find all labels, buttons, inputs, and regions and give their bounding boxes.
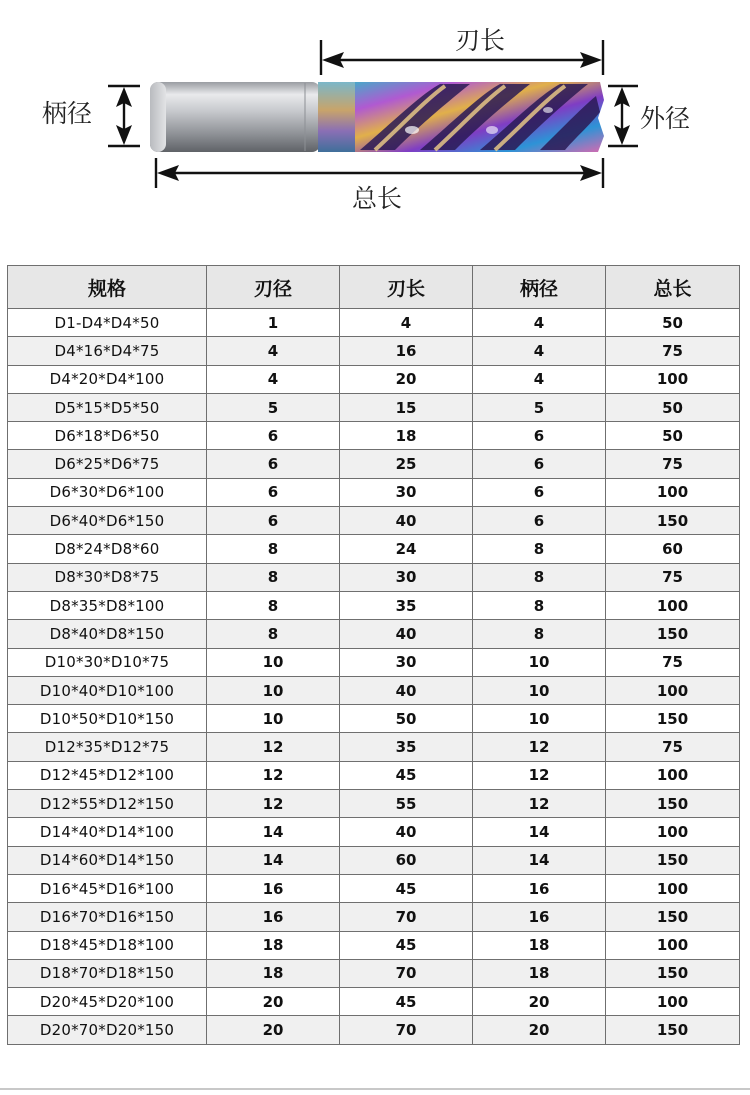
table-row [8, 959, 740, 987]
cell-spec: D20*70*D20*150 [8, 1016, 207, 1044]
cell-spec: D4*16*D4*75 [8, 337, 207, 365]
cell-blade-diameter: 6 [207, 450, 340, 478]
table-row [8, 988, 740, 1016]
fluted-cutting-section [355, 82, 604, 152]
cell-spec: D6*30*D6*100 [8, 478, 207, 506]
cell-shank-diameter: 8 [473, 535, 606, 563]
cell-total-length: 150 [606, 790, 740, 818]
table-row [8, 620, 740, 648]
cell-shank-diameter: 8 [473, 563, 606, 591]
cell-total-length: 50 [606, 393, 740, 421]
cell-total-length: 75 [606, 648, 740, 676]
cell-total-length: 150 [606, 959, 740, 987]
cell-blade-length: 45 [340, 988, 473, 1016]
table-row [8, 648, 740, 676]
cell-blade-length: 55 [340, 790, 473, 818]
cell-blade-diameter: 10 [207, 676, 340, 704]
cell-spec: D18*70*D18*150 [8, 959, 207, 987]
cell-shank-diameter: 8 [473, 591, 606, 619]
table-row [8, 1016, 740, 1044]
cell-blade-length: 45 [340, 874, 473, 902]
table-row [8, 846, 740, 874]
bottom-divider [0, 1088, 750, 1090]
cell-blade-length: 15 [340, 393, 473, 421]
cell-blade-diameter: 20 [207, 1016, 340, 1044]
cell-shank-diameter: 4 [473, 365, 606, 393]
cell-shank-diameter: 20 [473, 988, 606, 1016]
cell-shank-diameter: 6 [473, 478, 606, 506]
shank [150, 82, 320, 152]
cell-total-length: 100 [606, 478, 740, 506]
header-blade-length: 刃长 [340, 266, 473, 309]
cell-shank-diameter: 12 [473, 790, 606, 818]
cell-spec: D6*18*D6*50 [8, 422, 207, 450]
cell-blade-diameter: 14 [207, 818, 340, 846]
cell-blade-diameter: 12 [207, 733, 340, 761]
cell-blade-length: 45 [340, 931, 473, 959]
cell-blade-diameter: 14 [207, 846, 340, 874]
cell-blade-diameter: 6 [207, 478, 340, 506]
table-row [8, 591, 740, 619]
cell-blade-length: 35 [340, 591, 473, 619]
cell-blade-diameter: 8 [207, 563, 340, 591]
cell-shank-diameter: 5 [473, 393, 606, 421]
table-row [8, 818, 740, 846]
cell-blade-length: 4 [340, 309, 473, 337]
table-row [8, 761, 740, 789]
cell-total-length: 60 [606, 535, 740, 563]
cell-shank-diameter: 20 [473, 1016, 606, 1044]
cell-spec: D4*20*D4*100 [8, 365, 207, 393]
table-row [8, 790, 740, 818]
cell-shank-diameter: 6 [473, 450, 606, 478]
cell-total-length: 100 [606, 818, 740, 846]
cell-blade-diameter: 10 [207, 648, 340, 676]
cell-spec: D10*50*D10*150 [8, 705, 207, 733]
cell-blade-diameter: 12 [207, 761, 340, 789]
cell-blade-diameter: 8 [207, 535, 340, 563]
cell-blade-diameter: 18 [207, 959, 340, 987]
table-row [8, 478, 740, 506]
cell-blade-length: 40 [340, 676, 473, 704]
table-row [8, 365, 740, 393]
cell-blade-diameter: 1 [207, 309, 340, 337]
cell-total-length: 50 [606, 422, 740, 450]
cell-total-length: 75 [606, 733, 740, 761]
cell-blade-length: 18 [340, 422, 473, 450]
cell-blade-length: 35 [340, 733, 473, 761]
cell-blade-diameter: 16 [207, 903, 340, 931]
cell-blade-diameter: 6 [207, 422, 340, 450]
cell-spec: D5*15*D5*50 [8, 393, 207, 421]
cell-spec: D20*45*D20*100 [8, 988, 207, 1016]
cell-shank-diameter: 16 [473, 874, 606, 902]
cell-spec: D16*45*D16*100 [8, 874, 207, 902]
cell-total-length: 75 [606, 337, 740, 365]
cell-blade-diameter: 4 [207, 337, 340, 365]
cell-spec: D16*70*D16*150 [8, 903, 207, 931]
header-total-length: 总长 [606, 266, 740, 309]
neck-coating [318, 82, 358, 152]
cell-blade-length: 30 [340, 648, 473, 676]
cell-blade-length: 45 [340, 761, 473, 789]
cell-total-length: 50 [606, 309, 740, 337]
cell-blade-diameter: 5 [207, 393, 340, 421]
cell-spec: D8*24*D8*60 [8, 535, 207, 563]
cell-total-length: 100 [606, 365, 740, 393]
cell-blade-diameter: 20 [207, 988, 340, 1016]
cell-total-length: 150 [606, 846, 740, 874]
cell-total-length: 100 [606, 874, 740, 902]
cell-shank-diameter: 18 [473, 959, 606, 987]
cell-total-length: 150 [606, 705, 740, 733]
cell-shank-diameter: 14 [473, 818, 606, 846]
cell-blade-diameter: 8 [207, 591, 340, 619]
cell-blade-length: 30 [340, 563, 473, 591]
cell-total-length: 100 [606, 676, 740, 704]
table-row [8, 393, 740, 421]
cell-shank-diameter: 16 [473, 903, 606, 931]
cell-total-length: 75 [606, 563, 740, 591]
table-row [8, 733, 740, 761]
cell-blade-diameter: 18 [207, 931, 340, 959]
cell-spec: D10*40*D10*100 [8, 676, 207, 704]
cell-blade-length: 24 [340, 535, 473, 563]
cell-shank-diameter: 10 [473, 648, 606, 676]
cell-blade-length: 50 [340, 705, 473, 733]
cell-shank-diameter: 10 [473, 705, 606, 733]
cell-spec: D12*55*D12*150 [8, 790, 207, 818]
table-row [8, 931, 740, 959]
cell-blade-diameter: 16 [207, 874, 340, 902]
cell-spec: D14*60*D14*150 [8, 846, 207, 874]
table-row [8, 309, 740, 337]
cell-shank-diameter: 8 [473, 620, 606, 648]
cell-blade-length: 70 [340, 1016, 473, 1044]
cell-blade-length: 40 [340, 620, 473, 648]
cell-shank-diameter: 12 [473, 761, 606, 789]
cell-spec: D1-D4*D4*50 [8, 309, 207, 337]
cell-spec: D6*25*D6*75 [8, 450, 207, 478]
cell-blade-diameter: 10 [207, 705, 340, 733]
blade-length-label: 刃长 [455, 26, 506, 55]
table-row [8, 450, 740, 478]
outer-diameter-label: 外径 [640, 104, 691, 133]
cell-total-length: 150 [606, 507, 740, 535]
cell-blade-diameter: 12 [207, 790, 340, 818]
cell-shank-diameter: 4 [473, 337, 606, 365]
cell-total-length: 100 [606, 931, 740, 959]
table-row [8, 563, 740, 591]
table-body [8, 309, 740, 1045]
table-row [8, 507, 740, 535]
cell-blade-length: 40 [340, 818, 473, 846]
cell-shank-diameter: 6 [473, 507, 606, 535]
cell-total-length: 75 [606, 450, 740, 478]
cell-shank-diameter: 4 [473, 309, 606, 337]
cell-blade-diameter: 4 [207, 365, 340, 393]
table-row [8, 676, 740, 704]
table-row [8, 874, 740, 902]
cell-total-length: 100 [606, 591, 740, 619]
cell-shank-diameter: 6 [473, 422, 606, 450]
table-row [8, 705, 740, 733]
cell-spec: D8*30*D8*75 [8, 563, 207, 591]
table-header-row [8, 266, 740, 309]
cell-total-length: 100 [606, 761, 740, 789]
cell-total-length: 150 [606, 1016, 740, 1044]
cell-blade-length: 20 [340, 365, 473, 393]
table-row [8, 422, 740, 450]
cell-blade-diameter: 8 [207, 620, 340, 648]
cell-blade-length: 60 [340, 846, 473, 874]
table-row [8, 535, 740, 563]
cell-spec: D6*40*D6*150 [8, 507, 207, 535]
cell-total-length: 100 [606, 988, 740, 1016]
cell-total-length: 150 [606, 620, 740, 648]
cell-blade-length: 70 [340, 903, 473, 931]
cell-spec: D18*45*D18*100 [8, 931, 207, 959]
cell-shank-diameter: 14 [473, 846, 606, 874]
end-mill-dimension-diagram [0, 0, 750, 240]
header-spec: 规格 [8, 266, 207, 309]
cell-blade-length: 30 [340, 478, 473, 506]
spec-table [7, 265, 740, 1045]
cell-spec: D12*35*D12*75 [8, 733, 207, 761]
header-shank-diameter: 柄径 [473, 266, 606, 309]
table-row [8, 903, 740, 931]
cell-blade-length: 70 [340, 959, 473, 987]
cell-blade-length: 16 [340, 337, 473, 365]
table-row [8, 337, 740, 365]
cell-blade-diameter: 6 [207, 507, 340, 535]
cell-spec: D10*30*D10*75 [8, 648, 207, 676]
cell-shank-diameter: 12 [473, 733, 606, 761]
shank-diameter-label: 柄径 [42, 99, 93, 128]
cell-spec: D14*40*D14*100 [8, 818, 207, 846]
cell-shank-diameter: 18 [473, 931, 606, 959]
cell-spec: D8*35*D8*100 [8, 591, 207, 619]
cell-spec: D12*45*D12*100 [8, 761, 207, 789]
header-blade-diameter: 刃径 [207, 266, 340, 309]
cell-blade-length: 40 [340, 507, 473, 535]
cell-spec: D8*40*D8*150 [8, 620, 207, 648]
cell-total-length: 150 [606, 903, 740, 931]
total-length-label: 总长 [352, 184, 403, 213]
cell-shank-diameter: 10 [473, 676, 606, 704]
cell-blade-length: 25 [340, 450, 473, 478]
